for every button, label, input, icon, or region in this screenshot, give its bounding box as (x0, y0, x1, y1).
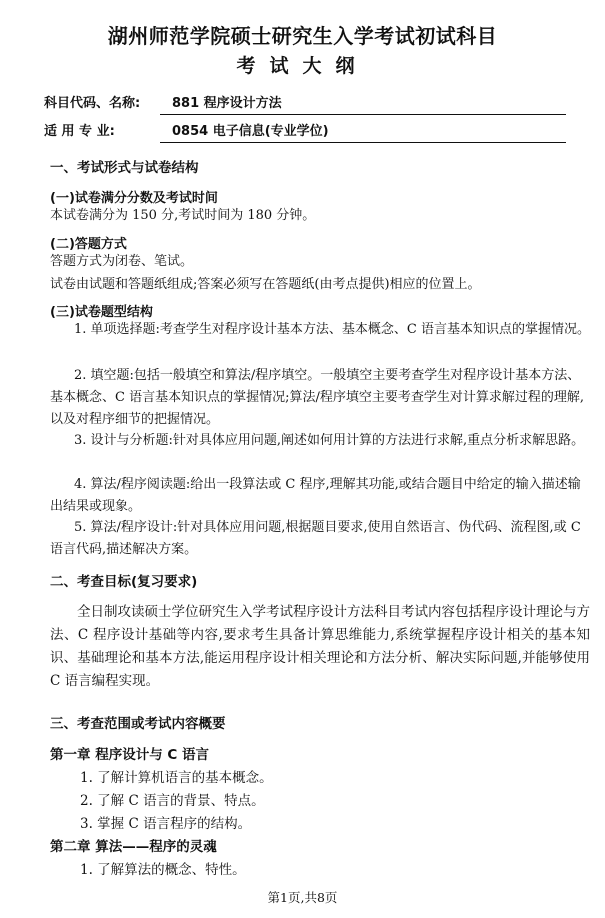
major-label: 适 用 专 业: (44, 124, 115, 139)
subject-value: 881 程序设计方法 (160, 92, 566, 115)
question-type-item: 4. 算法/程序阅读题:给出一段算法或 C 程序,理解其功能,或结合题目中给定的输入描述输出结果或现象。 (50, 477, 581, 514)
section1-sub3-heading: (三)试卷题型结构 (50, 305, 153, 320)
section2-heading: 二、考查目标(复习要求) (50, 574, 198, 590)
chapter2-title: 第二章 算法——程序的灵魂 (50, 839, 217, 855)
section1-sub1-heading: (一)试卷满分分数及考试时间 (50, 191, 218, 206)
section1-heading: 一、考试形式与试卷结构 (50, 160, 199, 176)
question-type-item: 2. 填空题:包括一般填空和算法/程序填空。一般填空主要考查学生对程序设计基本方法、基本概念、C 语言基本知识点的掌握情况;算法/程序填空主要考查学生对计算求解过程的理解,以及对程序细节的把握情况。 (50, 368, 584, 427)
section1-sub2-text1: 答题方式为闭卷、笔试。 (50, 254, 194, 269)
section1-sub1-text: 本试卷满分为 150 分,考试时间为 180 分钟。 (50, 208, 316, 223)
chapter1-item: 1. 了解计算机语言的基本概念。 (80, 770, 273, 786)
major-value: 0854 电子信息(专业学位) (160, 120, 566, 143)
subject-label: 科目代码、名称: (44, 96, 141, 111)
question-type-item: 5. 算法/程序设计:针对具体应用问题,根据题目要求,使用自然语言、伪代码、流程图,或 C 语言代码,描述解决方案。 (50, 520, 581, 557)
section1-sub2-heading: (二)答题方式 (50, 237, 127, 252)
section3-heading: 三、考查范围或考试内容概要 (50, 716, 226, 732)
document-title: 湖州师范学院硕士研究生入学考试初试科目 (107, 24, 498, 48)
chapter1-item: 3. 掌握 C 语言程序的结构。 (80, 816, 252, 832)
major-row (44, 120, 566, 142)
document-subtitle: 考试大纲 (236, 55, 369, 77)
page-number: 第1页,共8页 (267, 890, 338, 905)
section1-sub2-text2: 试卷由试题和答题纸组成;答案必须写在答题纸(由考点提供)相应的位置上。 (50, 277, 481, 292)
subject-row (44, 92, 566, 114)
question-type-item: 3. 设计与分析题:针对具体应用问题,阐述如何用计算的方法进行求解,重点分析求解思路。 (74, 433, 585, 448)
chapter1-title: 第一章 程序设计与 C 语言 (50, 747, 210, 763)
chapter1-item: 2. 了解 C 语言的背景、特点。 (80, 793, 265, 809)
section2-text: 全日制攻读硕士学位研究生入学考试程序设计方法科目考试内容包括程序设计理论与方法、C 程序设计基础等内容,要求考生具备计算思维能力,系统掌握程序设计相关的基本知识、基础理论和基本方法,能运用程序设计相关理论和方法分析、解决实际问题,并能够使用 C 语言编程实现。 (50, 604, 590, 689)
chapter2-item: 1. 了解算法的概念、特性。 (80, 862, 246, 878)
question-type-item: 1. 单项选择题:考查学生对程序设计基本方法、基本概念、C 语言基本知识点的掌握情况。 (74, 322, 590, 337)
